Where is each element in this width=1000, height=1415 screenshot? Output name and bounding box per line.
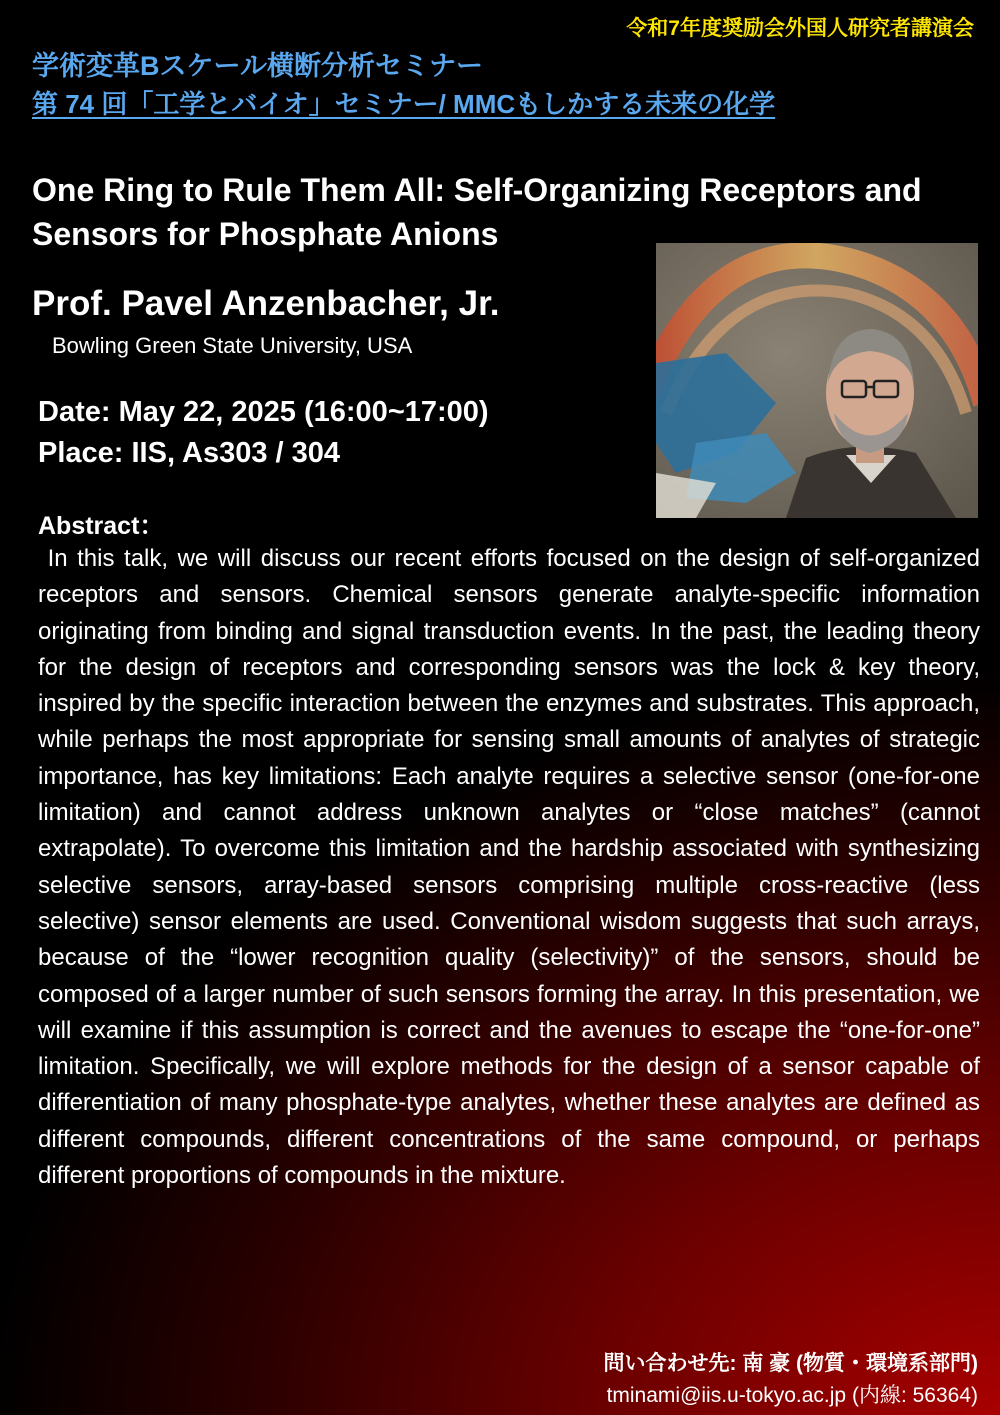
speaker-photo-illustration [656,243,978,518]
contact-email: tminami@iis.u-tokyo.ac.jp (内線: 56364) [606,1384,978,1407]
contact-label: 問い合わせ先: 南 豪 (物質・環境系部門) [603,1352,978,1375]
abstract-heading: Abstract： [38,512,165,540]
event-place: Place: IIS, As303 / 304 [38,437,341,469]
event-date: Date: May 22, 2025 (16:00~17:00) [38,396,489,428]
speaker-affiliation: Bowling Green State University, USA [52,333,413,358]
series-title: 学術変革Bスケール横断分析セミナー [32,51,483,81]
abstract-body [38,541,980,1194]
top-note: 令和7年度奨励会外国人研究者講演会 [626,17,974,40]
talk-title: One Ring to Rule Them All: Self-Organizing Receptors and Sensors for Phosphate Anions [32,172,922,252]
speaker-photo [656,243,978,518]
seminar-subtitle: 第 74 回「工学とバイオ」セミナー/ MMCもしかする未来の化学 [32,89,776,119]
abstract-text: In this talk, we will discuss our recent efforts focused on the design of self-organized receptors and sensors. Chemical sensors generate analyte-specific information originating from binding and signal transduction events. In the past, the leading theory for the design of receptors and corresponding sensors was the lock & key theory, inspired by the specific interaction between the enzymes and substrates. This approach, while perhaps the most appropriate for sensing small amounts of analytes of strategic importance, has key limitations: Each analyte requires a selective sensor (one-for-one limitation) and cannot address unknown analytes or “close matches” (cannot extrapolate). To overcome this limitation and the hardship associated with synthesizing selective sensors, array-based sensors comprising multiple cross-reactive (less selective) sensor elements are used. Conventional wisdom suggests that such arrays, because of the “lower recognition quality (selectivity)” of the sensors, should be composed of a larger number of such sensors forming the array. In this presentation, we will examine if this assumption is correct and the avenues to escape the “one-for-one” limitation. Specifically, we will explore methods for the design of a sensor capable of differentiation of many phosphate-type analytes, whether these analytes are defined as different compounds, different concentrations of the same compound, or perhaps different proportions of compounds in the mixture. [38,545,980,1190]
speaker-name: Prof. Pavel Anzenbacher, Jr. [32,284,500,323]
